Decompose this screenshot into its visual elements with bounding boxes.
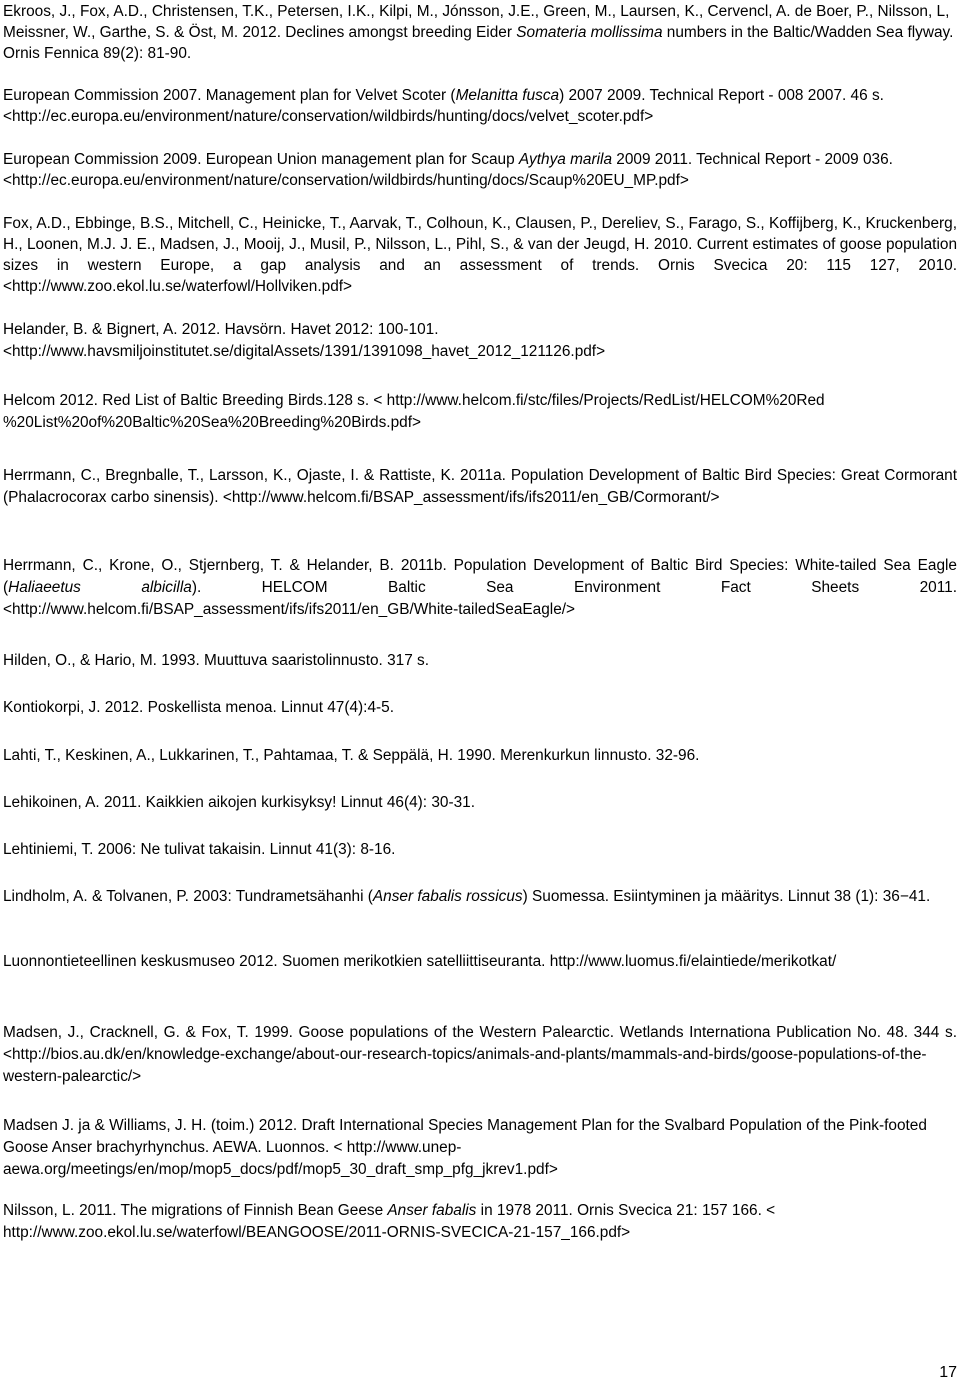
document-page [3,0,957,1383]
species-name: Anser fabalis [387,1202,477,1219]
species-name: Somateria mollissima [516,24,663,41]
page-number: 17 [939,1364,957,1381]
reference-eider: Ekroos, J., Fox, A.D., Christensen, T.K., Petersen, I.K., Kilpi, M., Jónsson, J.E., Green, M., Laursen, K., Cervencl, A. de Boer, P., Nilsson, L, Meissner, W., Garthe, S. & Öst, M. 2012. Declines amongst breeding Eider Somateria mollissima numbers in the Baltic/Wadden Sea flyway. Ornis Fennica 89(2): 81-90. [3,3,954,62]
reference-lehtiniemi: Lehtiniemi, T. 2006: Ne tulivat takaisin. Linnut 41(3): 8-16. [3,841,396,858]
species-name: Haliaeetus albicilla [8,579,192,596]
reference-kontiokorpi: Kontiokorpi, J. 2012. Poskellista menoa. Linnut 47(4):4-5. [3,699,394,716]
species-name: Melanitta fusca [455,87,560,104]
reference-helcom: Helcom 2012. Red List of Baltic Breeding Birds.128 s. < http://www.helcom.fi/stc/files/Projects/RedList/HELCOM%20Red %20List%20of%20Baltic%20Sea%20Breeding%20Birds.pdf> [3,392,825,431]
reference-luonnontieteellinen: Luonnontieteellinen keskusmuseo 2012. Suomen merikotkien satelliittiseuranta. http://www.luomus.fi/elaintiede/merikotkat/ [3,953,837,970]
reference-madsen-2012: Madsen J. ja & Williams, J. H. (toim.) 2012. Draft International Species Management Plan for the Svalbard Population of the Pink-footed Goose Anser brachyrhynchus. AEWA. Luonnos. < http://www.unep-aewa.org/meetings/en/mop/mop5_docs/pdf/mop5_30_draft_smp_pfg_jkrev1.pdf> [3,1117,927,1178]
species-name: Aythya marila [518,151,613,168]
species-name: Anser fabalis rossicus [372,888,523,905]
reference-lindholm: Lindholm, A. & Tolvanen, P. 2003: Tundrametsähanhi (Anser fabalis rossicus) Suomessa. Esiintyminen ja määritys. Linnut 38 (1): 36−41. [3,888,931,905]
reference-ec-2007: European Commission 2007. Management plan for Velvet Scoter (Melanitta fusca) 2007 2009. Technical Report - 008 2007. 46 s. <http://ec.europa.eu/environment/nature/conservation/wildbirds/hunting/docs/velvet_scoter.pdf> [3,87,884,125]
reference-herrmann-2011b: Herrmann, C., Krone, O., Stjernberg, T. & Helander, B. 2011b. Population Development of Baltic Bird Species: White-tailed Sea Eagle (Haliaeetus albicilla). HELCOM Baltic Sea Environment Fact Sheets 2011. <http://www.helcom.fi/BSAP_assessment/ifs/ifs2011/en_GB/White-tailedSeaEagle/> [3,557,957,618]
reference-herrmann-2011a: Herrmann, C., Bregnballe, T., Larsson, K., Ojaste, I. & Rattiste, K. 2011a. Population Development of Baltic Bird Species: Great Cormorant (Phalacrocorax carbo sinensis). <http://www.helcom.fi/BSAP_assessment/ifs/ifs2011/en_GB/Cormorant/> [3,467,957,506]
reference-lehikoinen: Lehikoinen, A. 2011. Kaikkien aikojen kurkisyksy! Linnut 46(4): 30-31. [3,794,475,811]
reference-ec-2009: European Commission 2009. European Union management plan for Scaup Aythya marila 2009 2011. Technical Report - 2009 036. <http://ec.europa.eu/environment/nature/conservation/wildbirds/hunting/docs/Scaup%20EU_MP.pdf> [3,151,893,189]
reference-madsen-1999: Madsen, J., Cracknell, G. & Fox, T. 1999. Goose populations of the Western Palearctic. Wetlands Internationa Publication No. 48. 344 s. <http://bios.au.dk/en/knowledge-exchange/about-our-research-topics/animals-and-plants/mammals-and-birds/goose-populations-of-the-western-palearctic/> [3,1024,957,1085]
reference-lahti: Lahti, T., Keskinen, A., Lukkarinen, T., Pahtamaa, T. & Seppälä, H. 1990. Merenkurkun linnusto. 32-96. [3,747,700,764]
reference-fox-2010: Fox, A.D., Ebbinge, B.S., Mitchell, C., Heinicke, T., Aarvak, T., Colhoun, K., Clausen, P., Dereliev, S., Farago, S., Koffijberg, K., Kruckenberg, H., Loonen, M.J. J. E., Madsen, J., Mooij, J., Musil, P., Nilsson, L., Pihl, S., & van der Jeugd, H. 2010. Current estimates of goose population sizes in western Europe, a gap analysis and an assessment of trends. Ornis Svecica 20: 115 127, 2010. <http://www.zoo.ekol.lu.se/waterfowl/Hollviken.pdf> [3,215,957,295]
reference-helander: Helander, B. & Bignert, A. 2012. Havsörn. Havet 2012: 100-101. <http://www.havsmiljoinstitutet.se/digitalAssets/1391/1391098_havet_2012_121126.pdf> [3,321,606,360]
reference-hilden: Hilden, O., & Hario, M. 1993. Muuttuva saaristolinnusto. 317 s. [3,652,430,669]
reference-nilsson: Nilsson, L. 2011. The migrations of Finnish Bean Geese Anser fabalis in 1978 2011. Ornis Svecica 21: 157 166. < http://www.zoo.ekol.lu.se/waterfowl/BEANGOOSE/2011-ORNIS-SVECICA-21-157_166.pdf> [3,1202,776,1241]
